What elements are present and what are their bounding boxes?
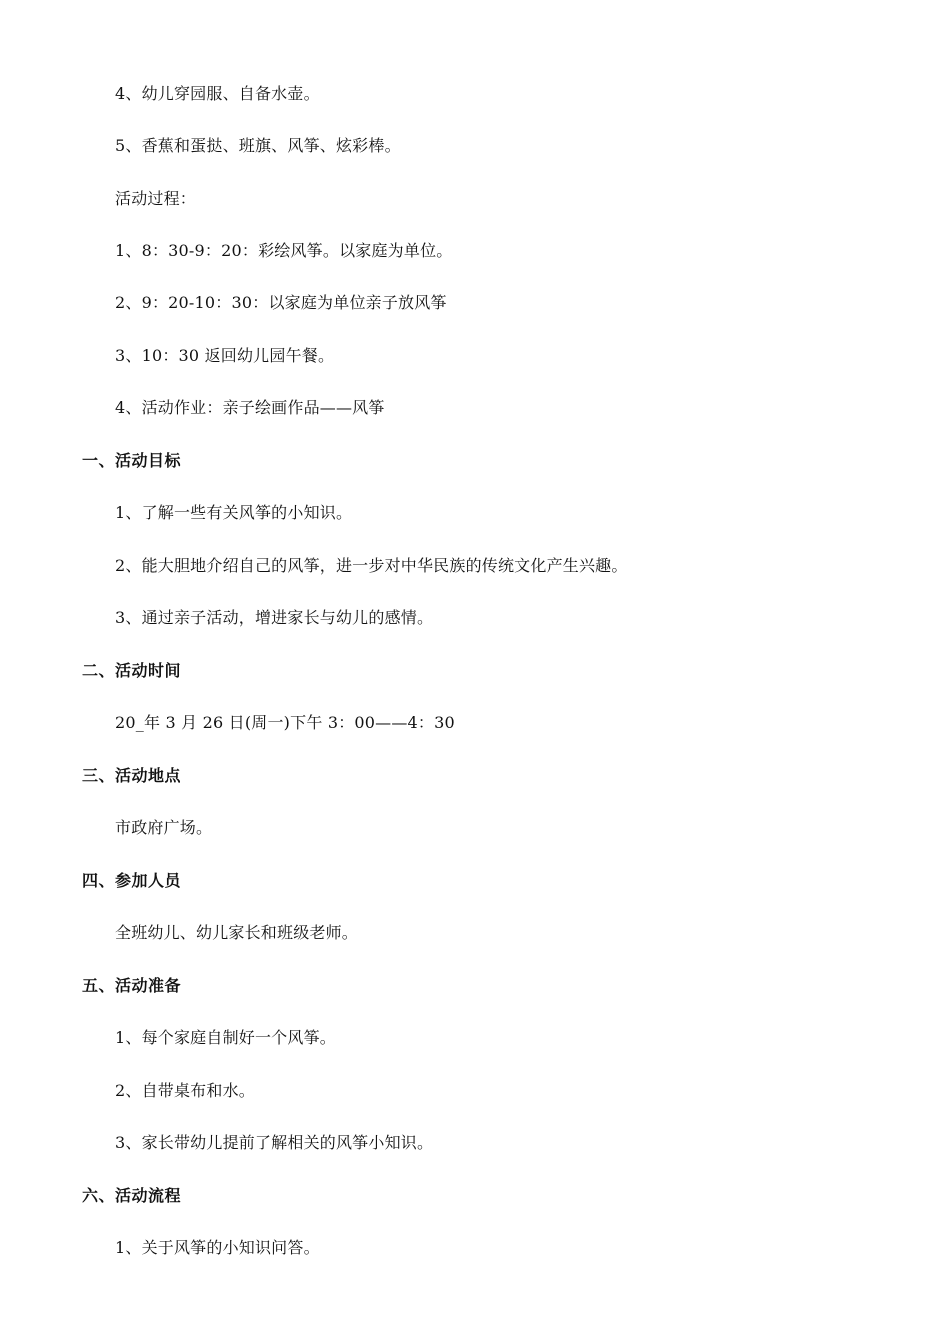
paragraph: 3、10：30 返回幼儿园午餐。: [115, 346, 335, 365]
section-heading: 三、活动地点: [82, 766, 182, 785]
section-heading: 一、活动目标: [82, 451, 182, 470]
list-item: 全班幼儿、幼儿家长和班级老师。: [115, 923, 359, 942]
list-item: 2、自带桌布和水。: [115, 1081, 255, 1100]
section-heading: 二、活动时间: [82, 661, 182, 680]
list-item: 20_年 3 月 26 日(周一)下午 3：00——4：30: [115, 713, 455, 732]
paragraph: 活动过程：: [115, 189, 197, 208]
paragraph: 5、香蕉和蛋挞、班旗、风筝、炫彩棒。: [115, 136, 401, 155]
section-heading: 五、活动准备: [82, 976, 182, 995]
section-heading: 四、参加人员: [82, 871, 182, 890]
list-item: 1、关于风筝的小知识问答。: [115, 1238, 320, 1257]
list-item: 3、通过亲子活动，增进家长与幼儿的感情。: [115, 608, 434, 627]
list-item: 3、家长带幼儿提前了解相关的风筝小知识。: [115, 1133, 434, 1152]
list-item: 市政府广场。: [115, 818, 213, 837]
paragraph: 4、活动作业：亲子绘画作品——风筝: [115, 398, 385, 417]
paragraph: 1、8：30-9：20：彩绘风筝。以家庭为单位。: [115, 241, 453, 260]
paragraph: 2、9：20-10：30：以家庭为单位亲子放风筝: [115, 293, 447, 312]
list-item: 2、能大胆地介绍自己的风筝，进一步对中华民族的传统文化产生兴趣。: [115, 556, 628, 575]
section-heading: 六、活动流程: [82, 1186, 182, 1205]
list-item: 1、了解一些有关风筝的小知识。: [115, 503, 353, 522]
list-item: 1、每个家庭自制好一个风筝。: [115, 1028, 336, 1047]
paragraph: 4、幼儿穿园服、自备水壶。: [115, 84, 320, 103]
